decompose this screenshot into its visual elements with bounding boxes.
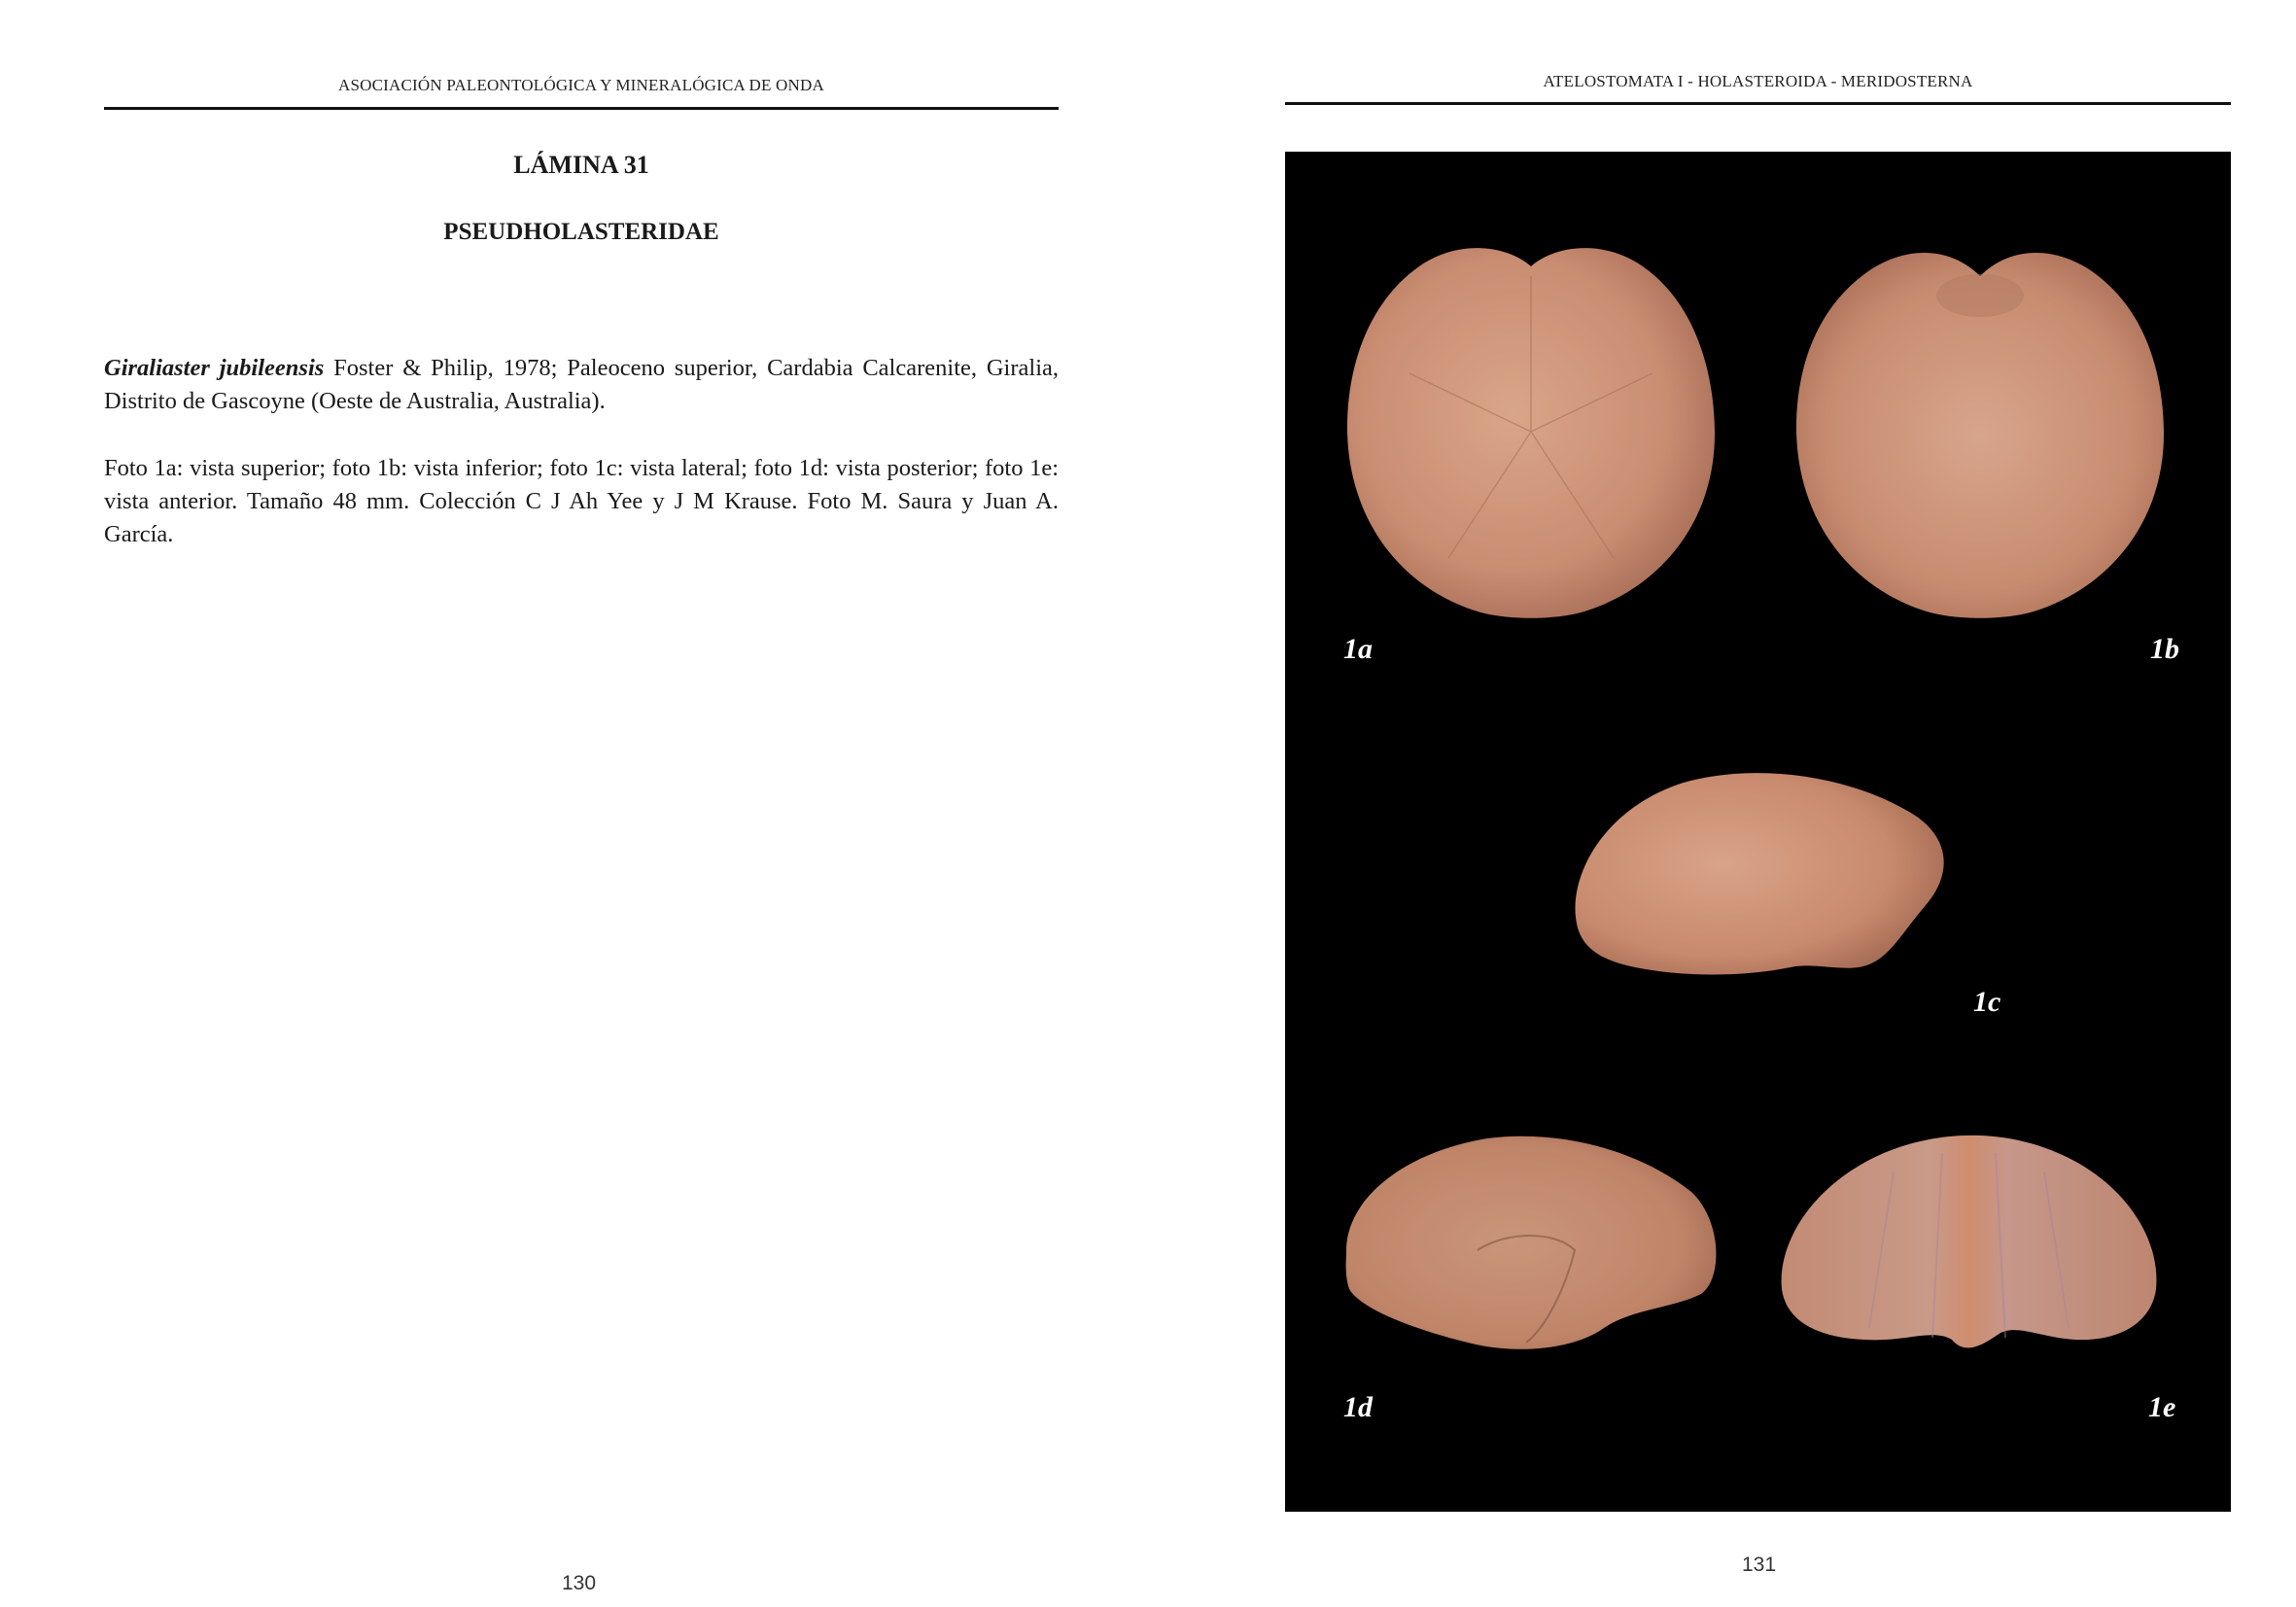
plate-title: LÁMINA 31 <box>513 151 649 179</box>
photo-label-1b: 1b <box>2150 633 2179 665</box>
fossil-photo-1c <box>1567 768 1946 977</box>
header-rule-right <box>1285 102 2231 105</box>
family-heading: PSEUDHOLASTERIDAE <box>443 219 719 245</box>
fossil-photo-1e <box>1777 1134 2161 1357</box>
species-name: Giraliaster jubileensis <box>104 355 325 381</box>
left-page <box>0 0 1147 1607</box>
right-page <box>1147 0 2296 1607</box>
page-number-left: 130 <box>562 1572 597 1594</box>
photo-caption: Foto 1a: vista superior; foto 1b: vista inferior; foto 1c: vista lateral; foto 1d: vista posterior; foto 1e: vista anterior. Tamaño 48 mm. Colección C J Ah Yee y J M Krause. Foto M. Saura y Juan A. García. <box>104 455 1059 547</box>
photo-label-1e: 1e <box>2148 1391 2176 1423</box>
fossil-photo-1b <box>1791 237 2170 621</box>
running-head-left: ASOCIACIÓN PALEONTOLÓGICA Y MINERALÓGICA DE ONDA <box>338 76 824 94</box>
species-description <box>104 352 1059 418</box>
photo-label-1c: 1c <box>1973 986 2001 1018</box>
fossil-plate <box>1285 152 2231 1512</box>
species-details: Foster & Philip, 1978; Paleoceno superior, Cardabia Calcarenite, Giralia, Distrito de Gascoyne (Oeste de Australia, Australia). <box>104 355 1059 414</box>
header-rule-left <box>104 107 1059 110</box>
photo-label-1a: 1a <box>1343 633 1373 665</box>
fossil-photo-1d <box>1341 1134 1721 1357</box>
photo-label-1d: 1d <box>1343 1391 1373 1423</box>
page-number-right: 131 <box>1742 1554 1777 1576</box>
running-head-right: ATELOSTOMATA I - HOLASTEROIDA - MERIDOSTERNA <box>1543 72 1973 90</box>
fossil-photo-1a <box>1341 237 1721 621</box>
